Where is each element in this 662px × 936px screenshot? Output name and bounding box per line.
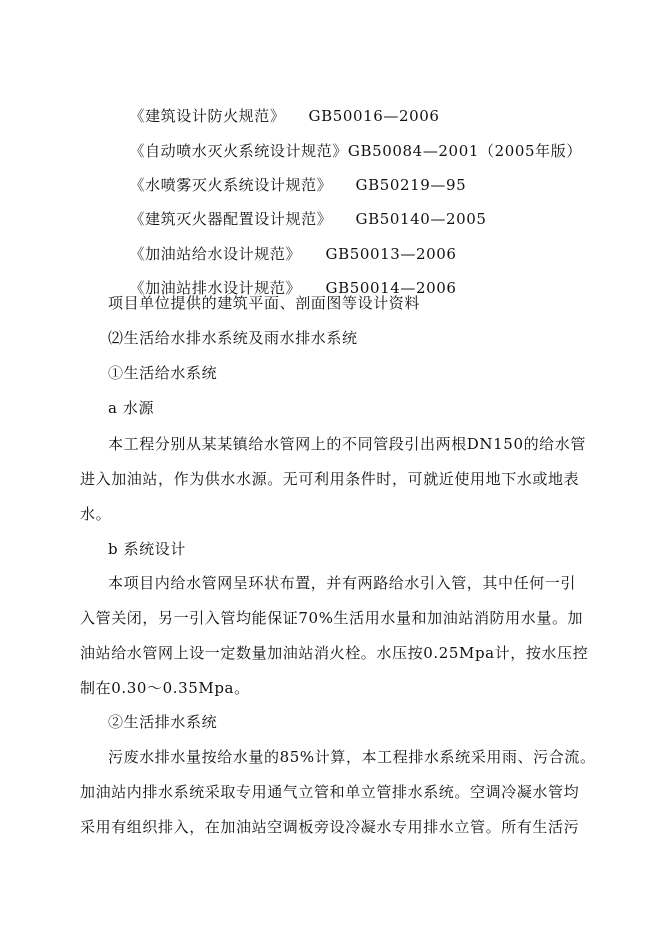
section-heading: ⑵生活给水排水系统及雨水排水系统: [108, 329, 358, 347]
reference-title: 《加油站给水设计规范》: [129, 245, 302, 263]
paragraph-line: 入管关闭，另一引入管均能保证70%生活用水量和加油站消防用水量。加: [80, 609, 584, 627]
reference-title: 《建筑设计防火规范》: [129, 107, 286, 125]
reference-title: 《建筑灭火器配置设计规范》: [129, 210, 333, 228]
standard-code: GB50013—2006: [325, 245, 457, 263]
standard-code: GB50014—2006: [325, 279, 457, 297]
paragraph-line: 本工程分别从某某镇给水管网上的不同管段引出两根DN150的给水管: [108, 435, 586, 453]
subsection-heading: ①生活给水系统: [108, 364, 218, 382]
subsection-heading: b 系统设计: [108, 540, 186, 558]
subsection-heading: ②生活排水系统: [108, 713, 218, 731]
paragraph-line: 油站给水管网上设一定数量加油站消火栓。水压按0.25Mpa计，按水压控: [80, 644, 589, 662]
paragraph-line: 采用有组织排入，在加油站空调板旁设冷凝水专用排水立管。所有生活污: [80, 818, 580, 836]
paragraph-line: 本项目内给水管网呈环状布置，并有两路给水引入管，其中任何一引: [108, 574, 577, 592]
standard-code: GB50016—2006: [308, 107, 440, 125]
paragraph-line: 进入加油站，作为供水水源。无可利用条件时，可就近使用地下水或地表: [80, 470, 580, 488]
reference-title: 《自动喷水灭火系统设计规范》: [129, 142, 348, 160]
reference-title: 《加油站排水设计规范》: [129, 279, 302, 297]
paragraph-line: 污废水排水量按给水量的85%计算，本工程排水系统采用雨、污合流。: [108, 748, 596, 766]
standard-code: GB50219—95: [355, 176, 467, 194]
project-data-line: 项目单位提供的建筑平面、剖面图等设计资料: [108, 294, 421, 312]
standard-code: GB50084—2001（2005年版）: [347, 142, 582, 160]
reference-title: 《水喷雾灭火系统设计规范》: [129, 176, 333, 194]
standard-code: GB50140—2005: [355, 210, 487, 228]
subsection-heading: a 水源: [108, 399, 155, 417]
paragraph-line: 制在0.30～0.35Mpa。: [80, 679, 250, 697]
paragraph-line: 加油站内排水系统采取专用通气立管和单立管排水系统。空调冷凝水管均: [80, 783, 580, 801]
paragraph-line: 水。: [80, 505, 112, 523]
